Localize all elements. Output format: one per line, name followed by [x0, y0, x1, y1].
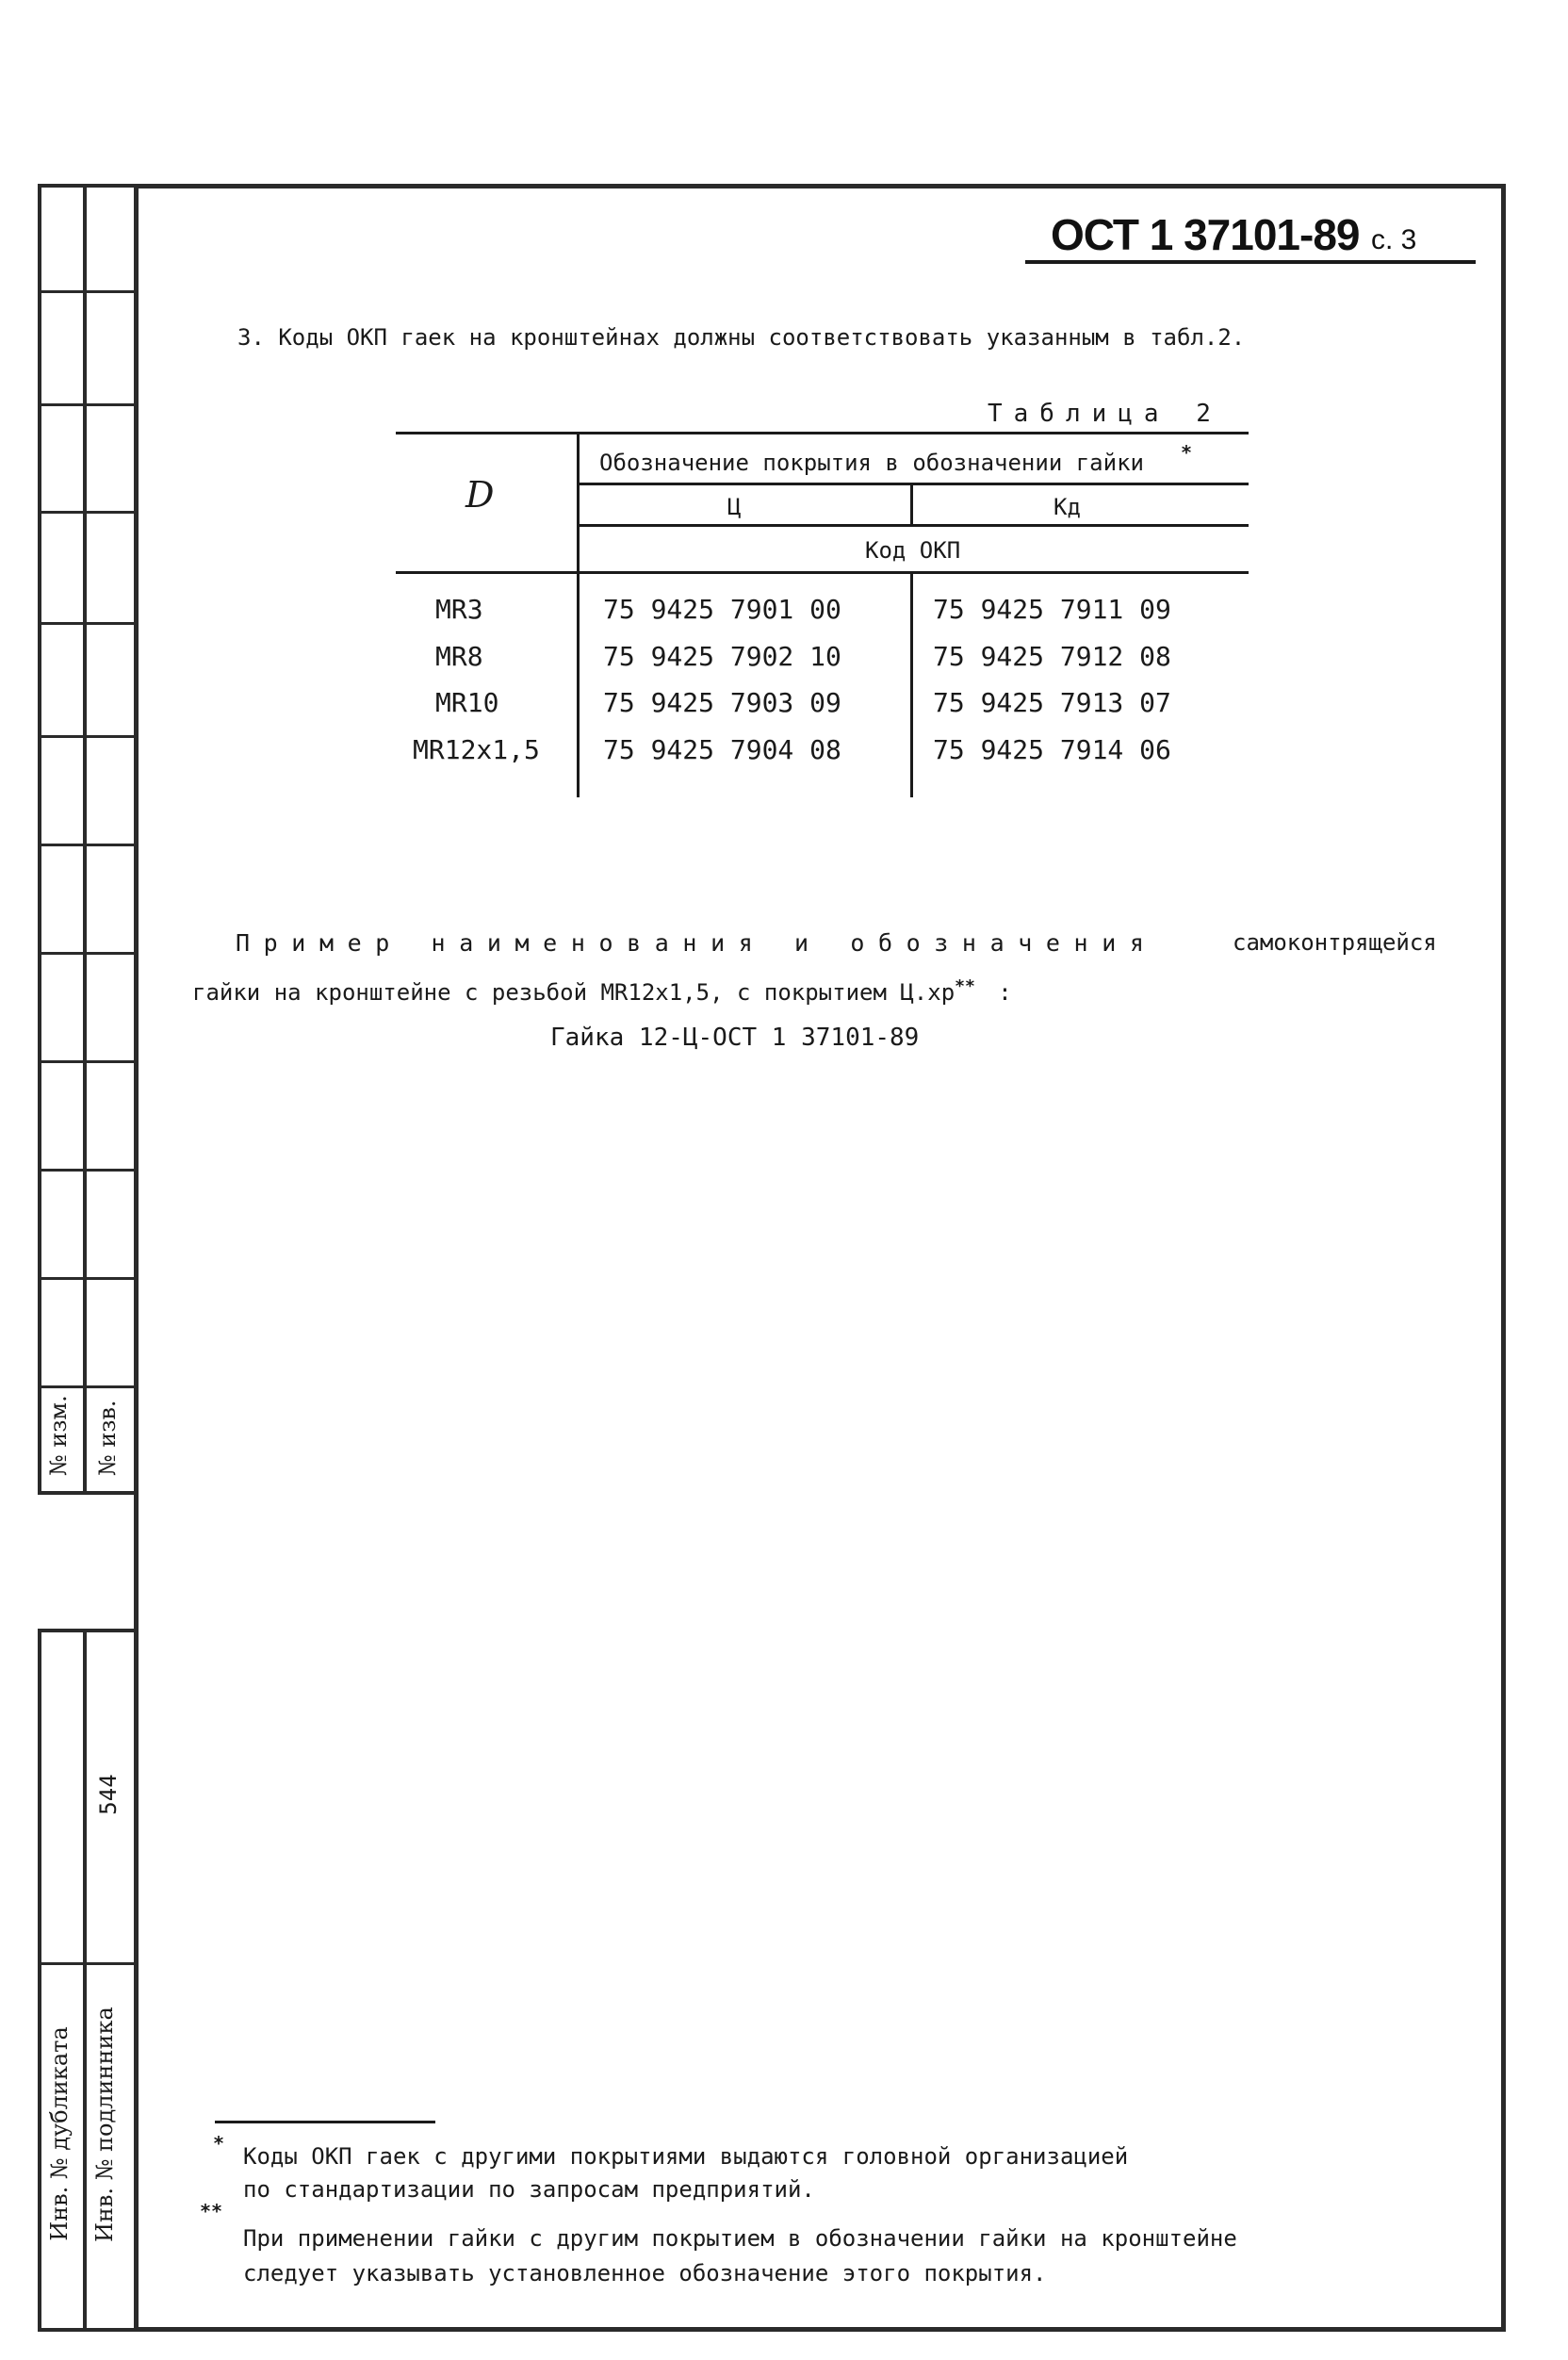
table-row-2-d: MR8: [435, 641, 483, 672]
example-line-2-colon: :: [998, 979, 1012, 1006]
document-title: ОСТ 1 37101-89: [1051, 210, 1360, 259]
paragraph-3: 3. Коды ОКП гаек на кронштейнах должны соответствовать указанным в табл.2.: [237, 324, 1246, 351]
table-row-1-kd: 75 9425 7911 09: [933, 594, 1171, 625]
table-row-2-kd: 75 9425 7912 08: [933, 641, 1171, 672]
example-line-2-mark: **: [955, 976, 975, 996]
page-number: с. 3: [1371, 224, 1417, 255]
example-lead: Пример наименования и обозначения: [236, 929, 1158, 957]
col-divider-1: [577, 434, 580, 797]
group-header: Обозначение покрытия в обозначении гайки: [599, 450, 1144, 476]
table-row-3-c: 75 9425 7903 09: [603, 687, 841, 718]
example-lead-tail: самоконтрящейся: [1233, 929, 1437, 956]
footnote-1-mark: *: [213, 2132, 225, 2155]
col-divider-2: [910, 483, 913, 524]
strip-izv-label: № изв.: [94, 1400, 121, 1476]
footnote-2-line-2: следует указывать установленное обозначение этого покрытия.: [243, 2260, 1047, 2286]
strip-izm-label: № изм.: [45, 1395, 72, 1476]
strip-podlinnik-label: Инв. № подлинника: [91, 2007, 118, 2242]
footnote-2-mark: **: [200, 2200, 223, 2222]
table-row-4-d: MR12x1,5: [413, 734, 540, 765]
subheader-kd: Кд: [1054, 494, 1081, 520]
table-row-4-c: 75 9425 7904 08: [603, 734, 841, 765]
header-underline: [1025, 260, 1476, 264]
subheader-rule: [577, 524, 1249, 527]
group-header-footnote-mark: *: [1181, 441, 1193, 464]
table-row-1-d: MR3: [435, 594, 483, 625]
table-row-3-kd: 75 9425 7913 07: [933, 687, 1171, 718]
strip-dublikat-label: Инв. № дубликата: [46, 2026, 73, 2241]
footnote-1-line-1: Коды ОКП гаек с другими покрытиями выдаются головной организацией: [243, 2143, 1129, 2170]
example-designation: Гайка 12-Ц-ОСТ 1 37101-89: [550, 1024, 920, 1052]
table-caption: Таблица 2: [988, 400, 1222, 428]
code-header: Код ОКП: [865, 537, 961, 564]
footnote-separator: [215, 2121, 435, 2123]
table-top-rule: [396, 432, 1249, 434]
strip-number: 544: [95, 1774, 122, 1815]
table-row-2-c: 75 9425 7902 10: [603, 641, 841, 672]
example-line-2-text: гайки на кронштейне с резьбой MR12x1,5, с покрытием Ц.хр: [192, 979, 956, 1006]
column-symbol-d: D: [466, 474, 495, 516]
example-line-2: [192, 976, 1012, 1006]
header-bottom-rule: [396, 571, 1249, 574]
footnote-1-line-2: по стандартизации по запросам предприятий.: [243, 2176, 815, 2203]
table-row-1-c: 75 9425 7901 00: [603, 594, 841, 625]
subheader-c: Ц: [727, 494, 742, 520]
page-frame: [134, 184, 1506, 2332]
table-row-3-d: MR10: [435, 687, 499, 718]
table-row-4-kd: 75 9425 7914 06: [933, 734, 1171, 765]
col-divider-2-body: [910, 573, 913, 797]
footnote-2-line-1: При применении гайки с другим покрытием в обозначении гайки на кронштейне: [243, 2225, 1237, 2252]
